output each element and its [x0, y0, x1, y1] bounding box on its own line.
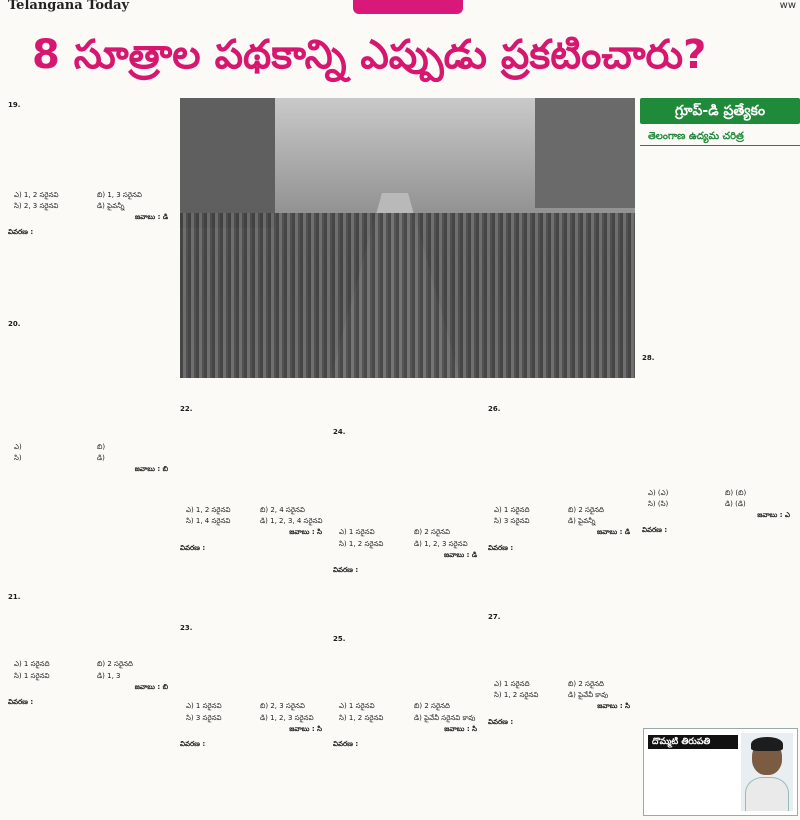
column-2: [180, 380, 330, 818]
question-20: [8, 319, 176, 442]
explanation-heading: వివరణ :: [333, 566, 359, 575]
options: [333, 527, 485, 549]
question-number: 19.: [8, 101, 21, 109]
option-c: సి) 1, 4 సరైనవి: [186, 517, 231, 526]
options: [180, 701, 330, 723]
question-number: 23.: [180, 624, 193, 633]
column-4: [488, 380, 638, 818]
crowd: [180, 213, 635, 378]
option-a: ఎ) 1 సరైనవి: [339, 528, 375, 537]
building-left: [180, 98, 275, 228]
paper-name: Telangana Today: [8, 0, 130, 13]
option-b: బి) 2 సరైనది: [568, 506, 604, 515]
option-d: డి) (డి): [725, 499, 746, 508]
option-c: సి) 3 సరైనవి: [494, 517, 530, 526]
question-28: [642, 353, 798, 487]
explanation-heading: వివరణ :: [180, 543, 206, 552]
option-b: బి) 1, 3 సరైనవి: [97, 190, 142, 199]
option-d: డి) 1, 3: [97, 671, 121, 680]
author-photo: [741, 733, 793, 811]
option-b: బి) 2 సరైనది: [568, 679, 604, 688]
options: [8, 190, 176, 212]
page-headline: 8 సూత్రాల పథకాన్ని ఎప్పుడు ప్రకటించారు?: [32, 32, 707, 78]
answer: జవాబు : డి: [444, 550, 477, 559]
section-tag: గ్రూప్-డి ప్రత్యేకం: [640, 98, 800, 124]
option-c: సి) 1, 2 సరైనవి: [339, 539, 384, 548]
option-d: డి) 1, 2, 3, 4 సరైనవి: [260, 517, 323, 526]
answer: జవాబు : ఎ: [757, 511, 790, 520]
option-b: బి) (బి): [725, 488, 747, 497]
question-number: 27.: [488, 612, 501, 621]
question-number: 20.: [8, 319, 21, 328]
question-25: [333, 634, 485, 701]
question-21: [8, 592, 176, 659]
author-role: [662, 753, 742, 763]
option-d: డి) పైవన్నీ: [568, 517, 596, 526]
option-a: ఎ) 1 సరైనవి: [339, 702, 375, 711]
column-3: [333, 380, 485, 818]
explanation-heading: వివరణ :: [180, 739, 206, 748]
option-a: ఎ) (ఎ): [648, 488, 669, 497]
protest-rally-photo: [180, 98, 635, 378]
section-subhead: తెలంగాణ ఉద్యమ చరిత్ర: [640, 128, 800, 146]
option-b: బి) 2 సరైనది: [97, 660, 133, 669]
option-d: డి) పైవన్నీ: [97, 201, 125, 210]
explanation-heading: వివరణ :: [488, 717, 514, 726]
question-number: 22.: [180, 405, 193, 414]
question-number: 24.: [333, 427, 346, 436]
option-b: బి) 2 సరైనది: [414, 702, 450, 711]
option-d: డి) 1, 2, 3 సరైనవి: [414, 539, 468, 548]
column-1: [8, 98, 176, 818]
option-a: ఎ) 1 సరైనవి: [186, 702, 222, 711]
author-box: [643, 728, 798, 816]
explanation-heading: వివరణ :: [8, 697, 34, 706]
option-b: బి) 2, 3 సరైనవి: [260, 702, 305, 711]
option-d: డి) పైవేవీ కావు: [568, 691, 609, 700]
option-c: సి) (సి): [648, 499, 669, 508]
building-right: [535, 98, 635, 208]
options: [488, 679, 638, 701]
question-23: [180, 623, 330, 701]
option-d: డి) పైవేవీ సరైనవి కావు: [414, 713, 476, 722]
option-a: ఎ): [14, 442, 22, 451]
answer: జవాబు : బి: [134, 682, 168, 691]
option-c: సి) 1, 2 సరైనవి: [494, 691, 539, 700]
answer: జవాబు : డి: [135, 212, 168, 221]
answer: జవాబు : సి: [289, 724, 322, 733]
masthead-right-text: ww: [779, 0, 796, 11]
option-c: సి) 2, 3 సరైనవి: [14, 201, 59, 210]
question-number: 25.: [333, 635, 346, 644]
question-26: [488, 404, 638, 505]
option-a: ఎ) 1 సరైనది: [494, 679, 530, 688]
masthead: [0, 0, 800, 14]
option-d: డి): [97, 453, 105, 462]
sidebar-header: [640, 98, 800, 146]
option-c: సి) 1, 2 సరైనవి: [339, 713, 384, 722]
answer: జవాబు : సి: [597, 702, 630, 711]
option-a: ఎ) 1 సరైనది: [494, 506, 530, 515]
author-name: దొమ్మటి తిరుపతి: [648, 735, 738, 749]
options: [180, 505, 330, 527]
explanation-heading: వివరణ :: [488, 543, 514, 552]
question-number: 21.: [8, 593, 21, 602]
option-b: బి): [97, 442, 106, 451]
explanation-heading: వివరణ :: [8, 228, 34, 237]
option-c: సి) 1 సరైనవి: [14, 671, 50, 680]
explanation-heading: వివరణ :: [642, 526, 668, 535]
question-27: [488, 612, 638, 679]
author-org: [662, 765, 742, 775]
options: [8, 442, 176, 464]
options: [8, 659, 176, 681]
option-c: సి) 3 సరైనవి: [186, 713, 222, 722]
option-c: సి): [14, 453, 22, 462]
question-22: [180, 404, 330, 505]
answer: జవాబు : సి: [289, 528, 322, 537]
option-a: ఎ) 1, 2 సరైనవి: [14, 190, 59, 199]
option-a: ఎ) 1, 2 సరైనవి: [186, 506, 231, 515]
option-b: బి) 2 సరైనవి: [414, 528, 450, 537]
answer: జవాబు : సి: [444, 724, 477, 733]
options: [488, 505, 638, 527]
question-24: [333, 427, 485, 528]
answer: జవాబు : బి: [134, 465, 168, 474]
question-number: 26.: [488, 405, 501, 414]
option-d: డి) 1, 2, 3 సరైనవి: [260, 713, 314, 722]
options: [642, 488, 798, 510]
answer: జవాబు : డి: [597, 528, 630, 537]
question-19: [8, 100, 176, 190]
explanation-heading: వివరణ :: [333, 739, 359, 748]
column-5: [642, 150, 798, 725]
options: [333, 701, 485, 723]
option-b: బి) 2, 4 సరైనవి: [260, 506, 305, 515]
question-number: 28.: [642, 354, 655, 363]
option-a: ఎ) 1 సరైనది: [14, 660, 50, 669]
section-banner: [353, 0, 463, 14]
